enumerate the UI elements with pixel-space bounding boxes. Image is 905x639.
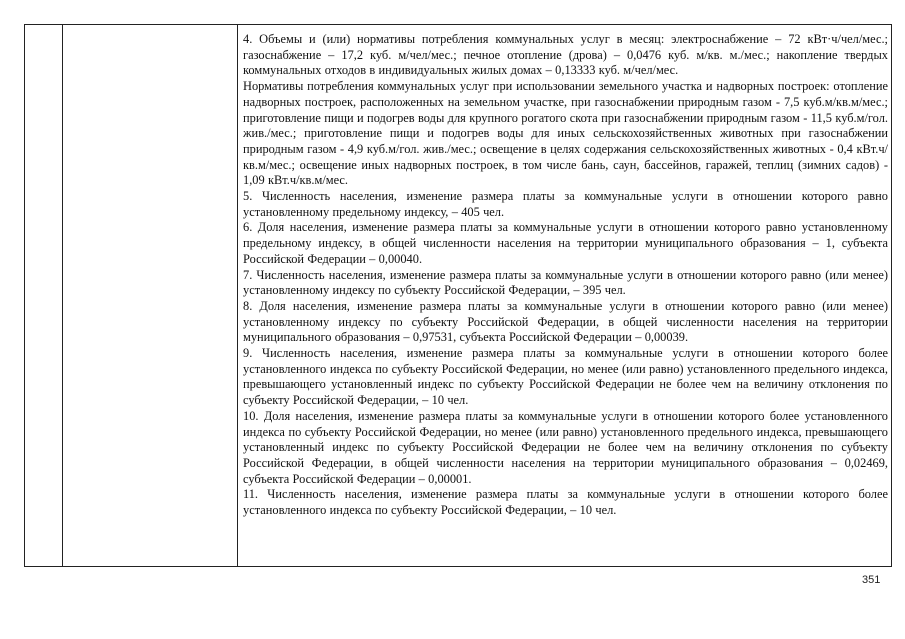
- paragraph-item-6: 6. Доля населения, изменение размера платы за коммунальные услуги в отношении которого равно установленному предельному индексу, в общей численности населения на территории муниципального образования – 1, субъекта Российской Федерации – 0,00040.: [243, 220, 888, 266]
- paragraph-item-9: 9. Численность населения, изменение размера платы за коммунальные услуги в отношении которого более установленного индекса по субъекту Российской Федерации, но менее (или равно) установленного предельного индекса, превышающего установленный индекс по субъекту Российской Федерации не более чем на величину отклонения по субъекту Российской Федерации, – 10 чел.: [243, 346, 888, 408]
- text-cell: [238, 25, 892, 567]
- paragraph-item-4: 4. Объемы и (или) нормативы потребления коммунальных услуг в месяц: электроснабжение – 72 кВт·ч/чел/мес.; газоснабжение – 17,2 куб. м/чел/мес.; печное отопление (дрова) – 0,0476 куб. м/кв. м./мес.; накопление твердых коммунальных отходов в индивидуальных жилых домах – 0,13333 куб. м/чел/мес.: [243, 32, 888, 78]
- document-table: [24, 24, 892, 567]
- paragraph-norms-land: Нормативы потребления коммунальных услуг при использовании земельного участка и надворных построек: отопление надворных построек, расположенных на земельном участке, при газоснабжении природным газом - 7,5 куб.м/кв.м/мес.; приготовление пищи и подогрев воды для крупного рогатого скота при газоснабжении природным газом - 11,5 куб.м/гол. жив./мес.; приготовление пищи и подогрев воды для иных сельскохозяйственных животных при газоснабжении природным газом - 4,9 куб.м/гол. жив./мес.; освещение в целях содержания сельскохозяйственных животных - 0,4 кВт.ч/кв.м/мес.; освещение иных надворных построек, в том числе бань, саун, бассейнов, гаражей, теплиц (зимних садов) - 1,09 кВт.ч/кв.м/мес.: [243, 79, 888, 188]
- page-number: 351: [862, 574, 881, 586]
- empty-cell-middle: [63, 25, 238, 567]
- empty-cell-left: [25, 25, 63, 567]
- paragraph-item-7: 7. Численность населения, изменение размера платы за коммунальные услуги в отношении которого равно (или менее) установленному индексу по субъекту Российской Федерации, – 395 чел.: [243, 267, 888, 298]
- paragraph-item-11: 11. Численность населения, изменение размера платы за коммунальные услуги в отношении которого более установленного индекса по субъекту Российской Федерации, – 10 чел.: [243, 487, 888, 518]
- paragraph-item-10: 10. Доля населения, изменение размера платы за коммунальные услуги в отношении которого более установленного индекса по субъекту Российской Федерации, но менее (или равно) установленного предельного индекса, превышающего установленный индекс по субъекту Российской Федерации не более чем на величину отклонения по субъекту Российской Федерации, в общей численности населения на территории муниципального образования – 0,02469, субъекта Российской Федерации – 0,00001.: [243, 408, 888, 486]
- table-row: [25, 25, 892, 567]
- paragraph-item-8: 8. Доля населения, изменение размера платы за коммунальные услуги в отношении которого равно (или менее) установленному индексу по субъекту Российской Федерации, в общей численности населения на территории муниципального образования – 0,97531, субъекта Российской Федерации – 0,00039.: [243, 298, 888, 345]
- paragraph-item-5: 5. Численность населения, изменение размера платы за коммунальные услуги в отношении которого равно установленному предельному индексу, – 405 чел.: [243, 189, 888, 219]
